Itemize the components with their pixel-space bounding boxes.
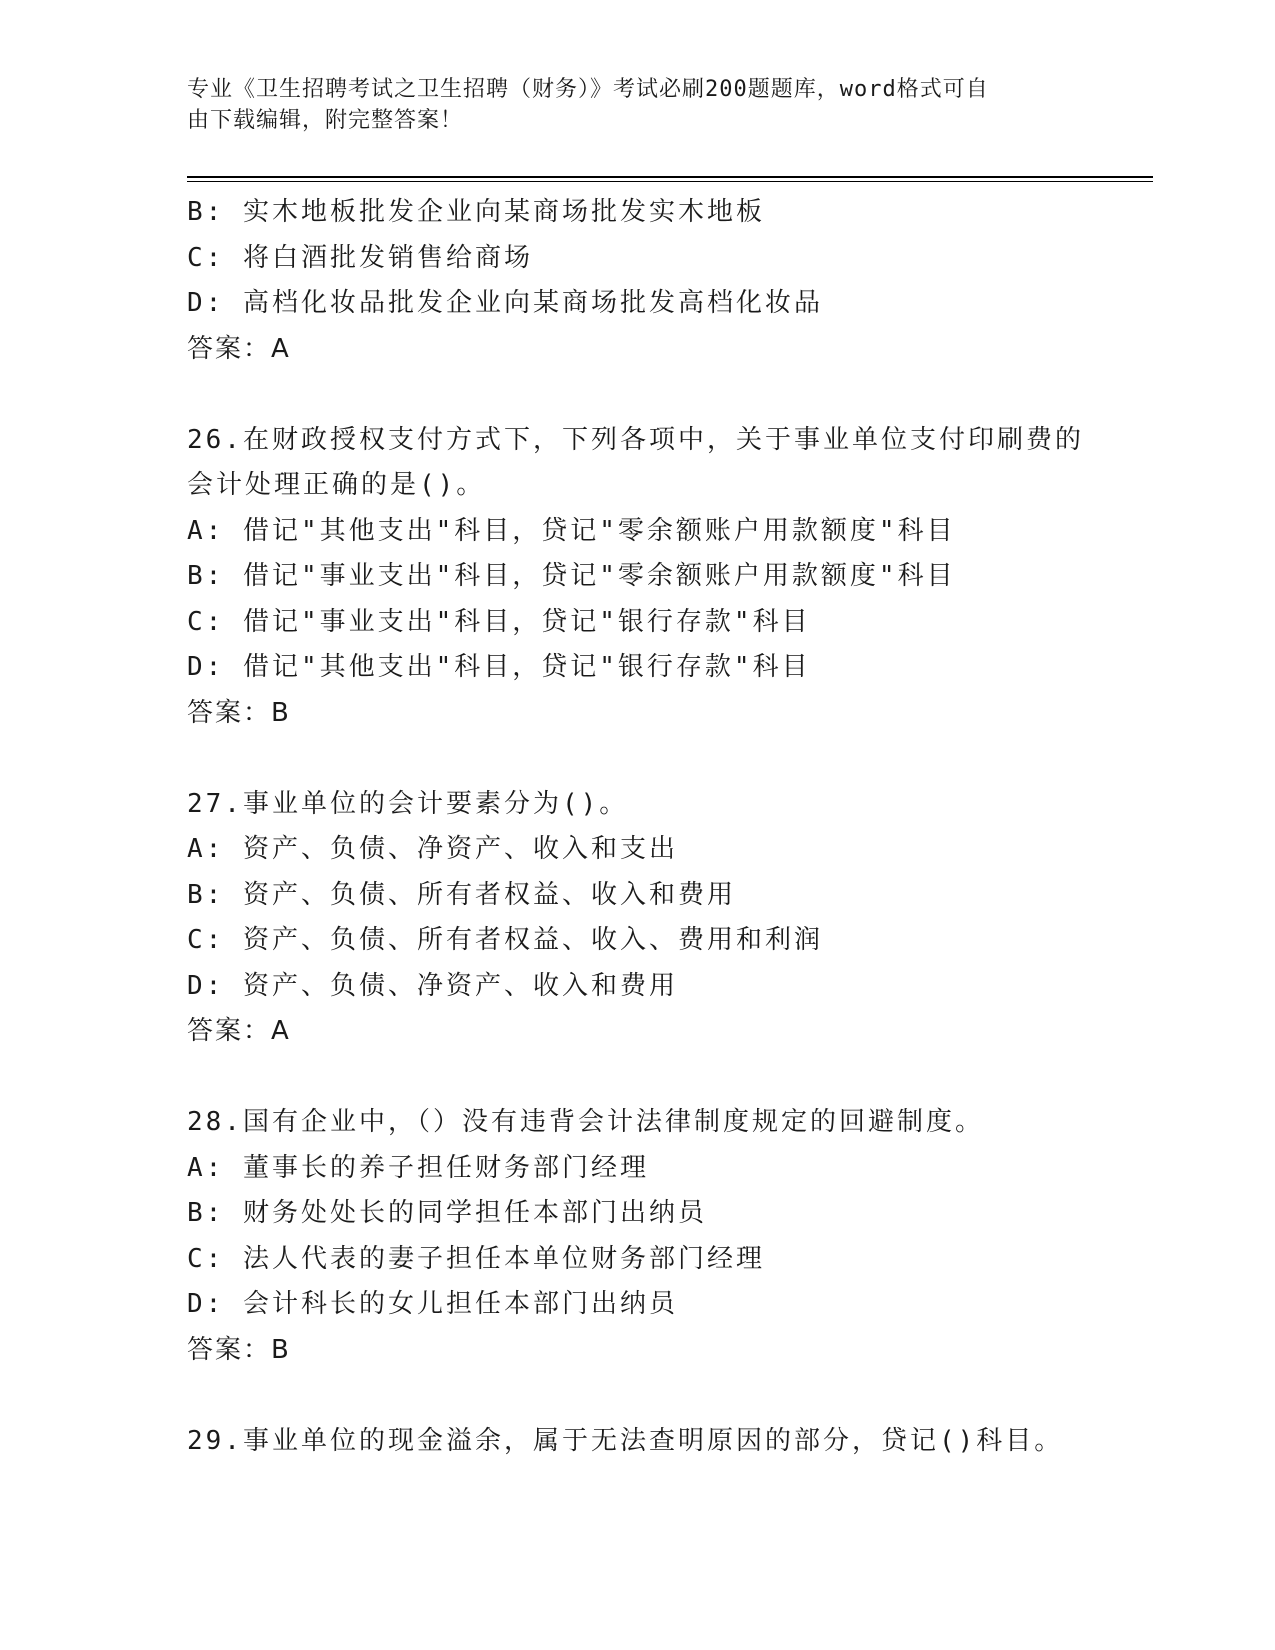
question-29: [187, 1419, 1153, 1465]
spacer: [187, 372, 1153, 418]
answer: 答案：A: [187, 333, 291, 364]
question-stem: 会计处理正确的是()。: [187, 470, 486, 500]
question-stem: 28.国有企业中，（）没有违背会计法律制度规定的回避制度。: [187, 1107, 984, 1137]
option-c: C: 将白酒批发销售给商场: [187, 242, 533, 273]
question-26: [187, 418, 1153, 737]
header-divider: [187, 176, 1153, 182]
question-list: [187, 190, 1153, 1464]
option-a: A: 董事长的养子担任财务部门经理: [187, 1152, 649, 1183]
document-header: [187, 74, 1087, 136]
option-b: B: 实木地板批发企业向某商场批发实木地板: [187, 197, 765, 227]
option-d: D: 高档化妆品批发企业向某商场批发高档化妆品: [187, 288, 823, 318]
option-b: B: 财务处处长的同学担任本部门出纳员: [187, 1198, 707, 1228]
option-a: A: 资产、负债、净资产、收入和支出: [187, 834, 678, 864]
spacer: [187, 736, 1153, 782]
option-d: D: 借记"其他支出"科目，贷记"银行存款"科目: [187, 652, 811, 682]
question-stem: 27.事业单位的会计要素分为()。: [187, 788, 629, 819]
option-b: B: 资产、负债、所有者权益、收入和费用: [187, 879, 736, 910]
header-line-2: 由下载编辑，附完整答案！: [187, 108, 464, 133]
question-28: [187, 1100, 1153, 1373]
question-25-tail: [187, 190, 1153, 372]
header-line-1: 专业《卫生招聘考试之卫生招聘（财务）》考试必刷200题题库，word格式可自: [187, 77, 989, 102]
option-c: C: 借记"事业支出"科目，贷记"银行存款"科目: [187, 606, 811, 637]
spacer: [187, 1055, 1153, 1101]
option-c: C: 资产、负债、所有者权益、收入、费用和利润: [187, 925, 823, 955]
option-a: A: 借记"其他支出"科目，贷记"零余额账户用款额度"科目: [187, 515, 956, 546]
option-d: D: 会计科长的女儿担任本部门出纳员: [187, 1289, 678, 1319]
question-stem: 26.在财政授权支付方式下，下列各项中，关于事业单位支付印刷费的: [187, 424, 1084, 455]
question-stem: 29.事业单位的现金溢余，属于无法查明原因的部分，贷记()科目。: [187, 1425, 1064, 1456]
answer: 答案：B: [187, 1334, 291, 1365]
option-c: C: 法人代表的妻子担任本单位财务部门经理: [187, 1243, 765, 1274]
question-27: [187, 782, 1153, 1055]
option-d: D: 资产、负债、净资产、收入和费用: [187, 970, 678, 1001]
spacer: [187, 1373, 1153, 1419]
answer: 答案：B: [187, 697, 291, 728]
option-b: B: 借记"事业支出"科目，贷记"零余额账户用款额度"科目: [187, 561, 956, 591]
answer: 答案：A: [187, 1016, 291, 1046]
